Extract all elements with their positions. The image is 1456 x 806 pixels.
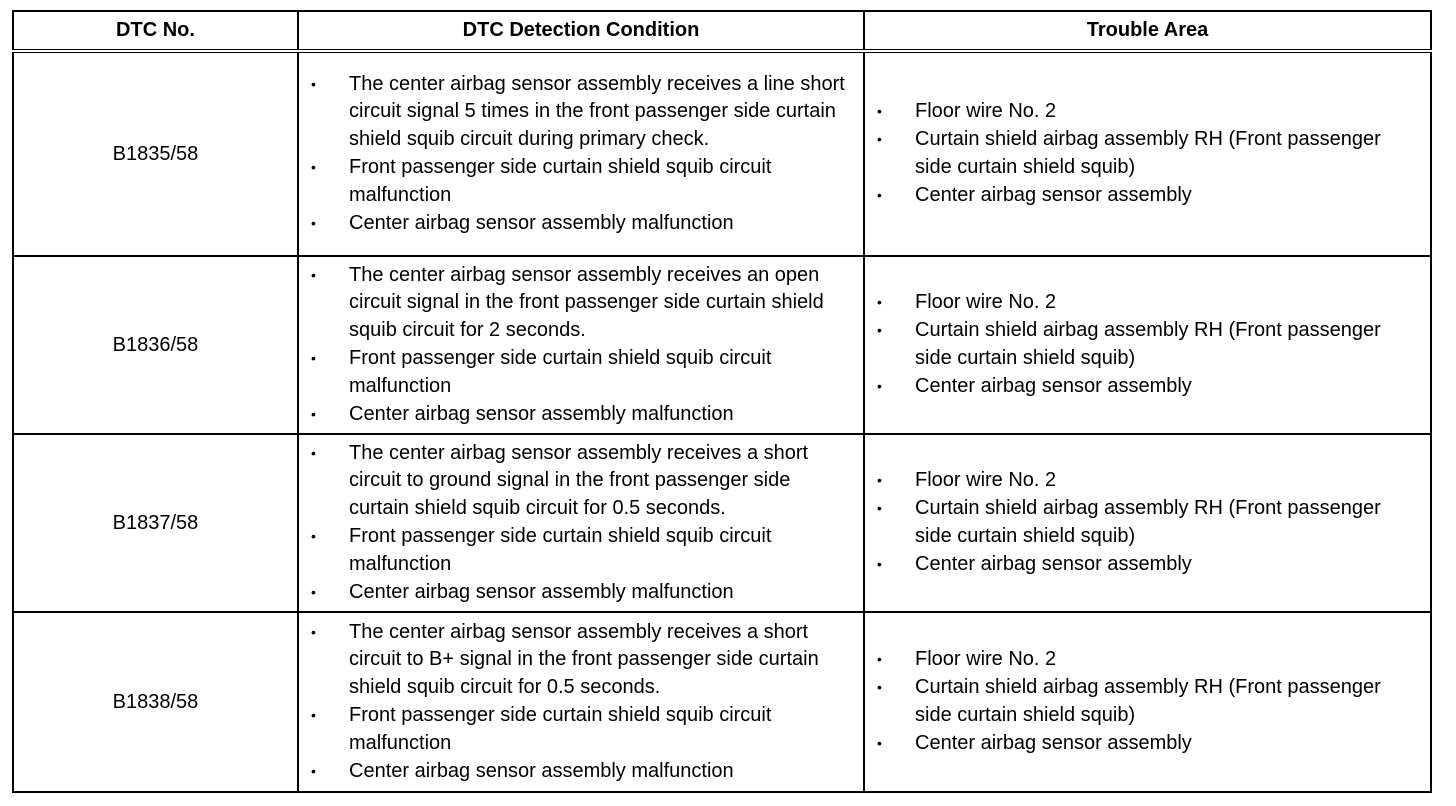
dtc-code: B1837/58	[13, 434, 298, 612]
area-item	[865, 126, 1422, 182]
detection-condition-cell	[298, 612, 864, 792]
table-row	[13, 434, 1431, 612]
bullet: •	[311, 214, 316, 231]
bullet: •	[311, 75, 316, 92]
bullet: •	[311, 762, 316, 779]
header-trouble-area: Trouble Area	[864, 11, 1431, 51]
area-text: Floor wire No. 2	[915, 469, 1057, 492]
area-text: Floor wire No. 2	[915, 648, 1057, 671]
area-text: Center airbag sensor assembly	[915, 731, 1192, 754]
area-text: Floor wire No. 2	[915, 100, 1057, 123]
condition-text: Front passenger side curtain shield squib circuit malfunction	[349, 525, 772, 575]
table-row	[13, 256, 1431, 434]
area-item	[865, 467, 1422, 495]
condition-item	[299, 154, 855, 210]
area-item	[865, 674, 1422, 730]
bullet: •	[311, 528, 316, 544]
bullet: •	[311, 266, 316, 283]
bullet: •	[877, 186, 882, 203]
area-text: Curtain shield airbag assembly RH (Front passenger side curtain shield squib)	[915, 497, 1381, 547]
header-dtc-no: DTC No.	[13, 11, 298, 51]
condition-text: Front passenger side curtain shield squib circuit malfunction	[349, 704, 772, 754]
dtc-code: B1836/58	[13, 256, 298, 434]
bullet: •	[877, 377, 882, 394]
bullet: •	[311, 159, 316, 175]
condition-item	[299, 262, 855, 345]
bullet: •	[311, 623, 316, 640]
condition-text: The center airbag sensor assembly receives a short circuit to B+ signal in the front passenger side curtain shield squib circuit for 0.5 seconds.	[349, 620, 819, 699]
bullet: •	[877, 734, 882, 751]
trouble-area-cell	[864, 51, 1431, 256]
detection-condition-cell	[298, 256, 864, 434]
bullet: •	[311, 583, 316, 600]
condition-text: The center airbag sensor assembly receives a short circuit to ground signal in the front passenger side curtain shield squib circuit for 0.5 seconds.	[349, 441, 809, 520]
condition-text: The center airbag sensor assembly receives an open circuit signal in the front passenger side curtain shield squib circuit for 2 seconds.	[349, 263, 824, 342]
condition-text: The center airbag sensor assembly receives a line short circuit signal 5 times in the front passenger side curtain shield squib circuit during primary check.	[349, 72, 845, 151]
area-item	[865, 495, 1422, 551]
condition-item	[299, 71, 855, 154]
condition-text: Center airbag sensor assembly malfunction	[349, 580, 734, 603]
table-row	[13, 612, 1431, 792]
condition-item	[299, 345, 855, 401]
area-text: Center airbag sensor assembly	[915, 183, 1192, 206]
area-item	[865, 646, 1422, 674]
area-text: Curtain shield airbag assembly RH (Front passenger side curtain shield squib)	[915, 319, 1381, 369]
condition-item	[299, 702, 855, 758]
bullet: •	[877, 651, 882, 668]
area-item	[865, 730, 1422, 758]
area-text: Curtain shield airbag assembly RH (Front passenger side curtain shield squib)	[915, 676, 1381, 726]
area-item	[865, 182, 1422, 210]
condition-item	[299, 619, 855, 702]
detection-condition-cell	[298, 434, 864, 612]
dtc-table	[12, 10, 1432, 793]
area-item	[865, 373, 1422, 401]
condition-item	[299, 579, 855, 607]
area-text: Floor wire No. 2	[915, 291, 1057, 314]
area-item	[865, 551, 1422, 579]
bullet: •	[877, 322, 882, 339]
condition-text: Front passenger side curtain shield squib circuit malfunction	[349, 347, 772, 397]
condition-text: Center airbag sensor assembly malfunction	[349, 402, 734, 425]
condition-text: Center airbag sensor assembly malfunction	[349, 759, 734, 782]
area-item	[865, 317, 1422, 373]
table-row	[13, 51, 1431, 256]
header-detection-condition: DTC Detection Condition	[298, 11, 864, 51]
area-text: Curtain shield airbag assembly RH (Front passenger side curtain shield squib)	[915, 128, 1381, 178]
bullet: •	[877, 131, 882, 148]
area-text: Center airbag sensor assembly	[915, 552, 1192, 575]
condition-item	[299, 523, 855, 579]
trouble-area-cell	[864, 612, 1431, 792]
dtc-code: B1835/58	[13, 51, 298, 256]
table-header-row	[13, 11, 1431, 51]
bullet: •	[311, 707, 316, 723]
bullet: •	[877, 500, 882, 517]
area-text: Center airbag sensor assembly	[915, 374, 1192, 397]
area-item	[865, 289, 1422, 317]
bullet: •	[877, 472, 882, 489]
dtc-code: B1838/58	[13, 612, 298, 792]
bullet: •	[311, 444, 316, 461]
detection-condition-cell	[298, 51, 864, 256]
condition-item	[299, 401, 855, 429]
bullet: •	[877, 103, 882, 120]
bullet: •	[311, 350, 316, 366]
bullet: •	[877, 294, 882, 311]
trouble-area-cell	[864, 434, 1431, 612]
area-item	[865, 98, 1422, 126]
condition-text: Front passenger side curtain shield squib circuit malfunction	[349, 156, 772, 206]
bullet: •	[311, 405, 316, 422]
bullet: •	[877, 555, 882, 572]
trouble-area-cell	[864, 256, 1431, 434]
condition-item	[299, 440, 855, 523]
condition-text: Center airbag sensor assembly malfunction	[349, 211, 734, 234]
bullet: •	[877, 679, 882, 696]
condition-item	[299, 758, 855, 786]
condition-item	[299, 210, 855, 238]
